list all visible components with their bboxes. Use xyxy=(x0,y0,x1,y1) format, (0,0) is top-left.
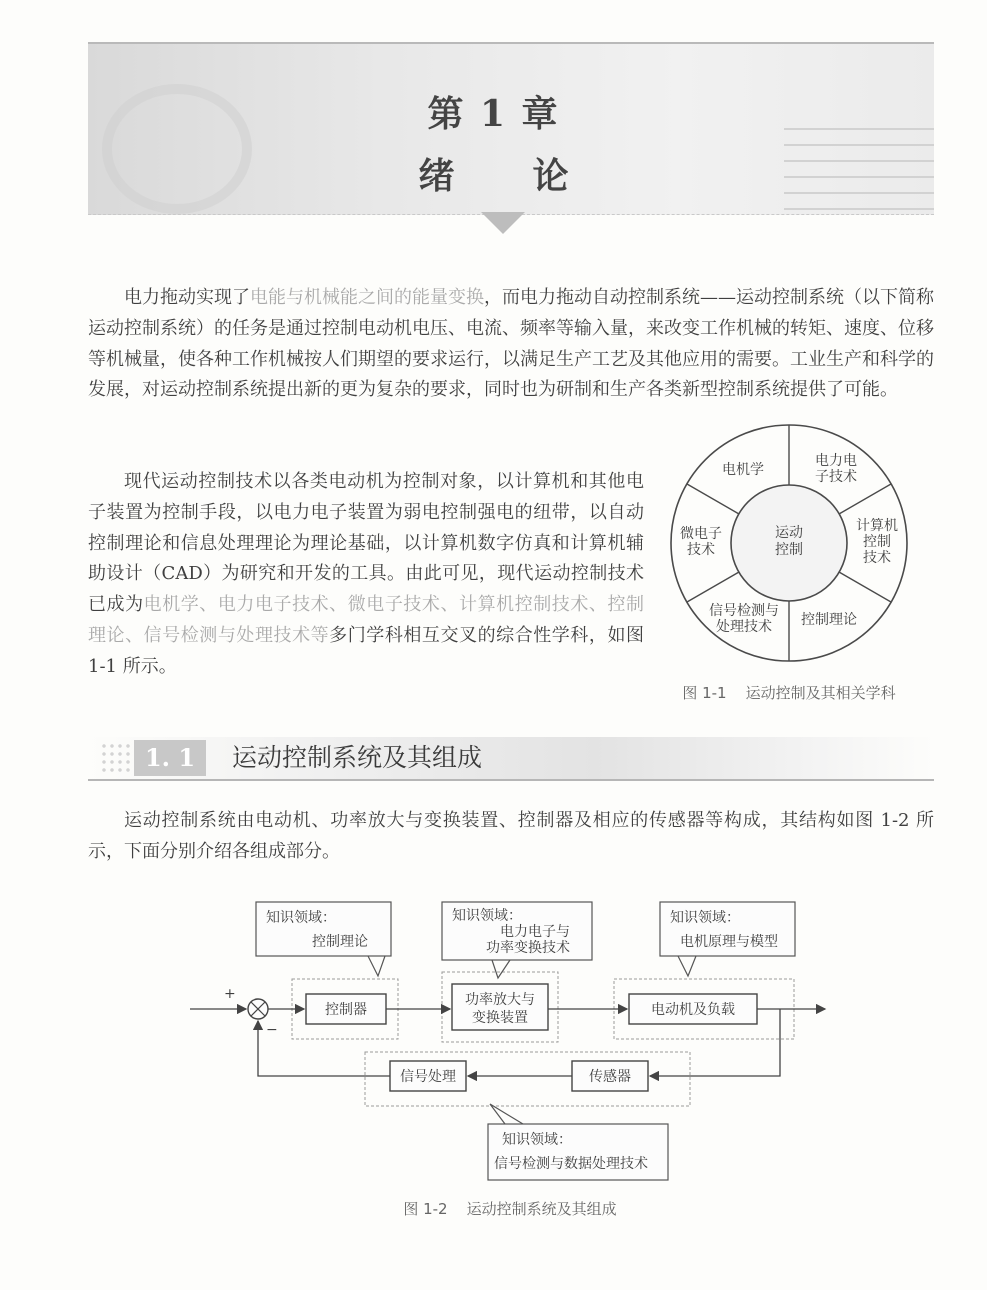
callout-power xyxy=(492,960,510,978)
figure-1-1-caption: 图 1-1 运动控制及其相关学科 xyxy=(682,684,896,702)
wheel-seg-5-line2: 处理技术 xyxy=(716,619,772,635)
paragraph-3: 运动控制系统由电动机、功率放大与变换装置、控制器及相应的传感器等构成，其结构如图 1-2 所示，下面分别介绍各组成部分。 xyxy=(88,810,934,862)
power-label-line1: 功率放大与 xyxy=(465,992,535,1008)
knowledge-signal-title: 知识领域： xyxy=(502,1132,572,1148)
knowledge-motor-title: 知识领域： xyxy=(670,910,740,926)
sensor-label: 传感器 xyxy=(589,1069,631,1085)
p1-seg-2: ，而电力拖动自动控制系统——运动控制系统（以下简称运动控制系统）的任务是通过控制电动机电压、电流、频率等输入量，来改变工作机械的转矩、速度、位移等机械量，使各种工作机械按人们期望的要求运行，以满足生产工艺及其他应用的需要。工业生产和科学的发展，对运动控制系统提出新的更为复杂的要求，同时也为研制和生产各类新型控制系统提供了可能。 xyxy=(88,287,934,401)
p2-seg-1: 电机学、电力电子技术、微电子技术、计算机控制技术、控制理论、信号检测与处理技术等 xyxy=(88,594,644,646)
wheel-seg-3-line1: 计算机 xyxy=(856,518,898,534)
section-title: 运动控制系统及其组成 xyxy=(232,743,483,772)
knowledge-power-title: 知识领域： xyxy=(452,908,522,924)
controller-label: 控制器 xyxy=(325,1002,367,1018)
motor-label: 电动机及负载 xyxy=(651,1002,735,1018)
wheel-seg-6-line2: 技术 xyxy=(687,542,715,558)
chapter-number: 第 1 章 xyxy=(427,93,560,135)
wheel-seg-4: 控制理论 xyxy=(801,612,857,628)
header-pointer xyxy=(481,212,525,234)
feedback-to-junction xyxy=(258,1021,390,1076)
section-number: 1. 1 xyxy=(134,740,206,776)
wheel-center-line2: 控制 xyxy=(775,542,803,558)
plus-sign: + xyxy=(224,986,236,1002)
wheel-divider xyxy=(839,572,891,602)
knowledge-signal-body: 信号检测与数据处理技术 xyxy=(494,1156,648,1172)
knowledge-power-body2: 功率变换技术 xyxy=(486,940,570,956)
wheel-seg-2-line1: 电力电 xyxy=(815,453,857,469)
knowledge-motor-body: 电机原理与模型 xyxy=(680,934,778,950)
p2-seg-0: 现代运动控制技术以各类电动机为控制对象，以计算机和其他电子装置为控制手段，以电力电子装置为弱电控制强电的纽带，以自动控制理论和信息处理理论为理论基础，以计算机数字仿真和计算机辅助设计（CAD）为研究和开发的工具。由此可见，现代运动控制技术已成为 xyxy=(88,471,644,616)
callout-control xyxy=(368,956,385,976)
wheel-seg-3-line2: 控制 xyxy=(863,534,891,550)
wheel-seg-3-line3: 技术 xyxy=(863,550,891,566)
signal-label: 信号处理 xyxy=(400,1069,456,1085)
chapter-title: 绪论 xyxy=(418,155,647,197)
wheel-seg-5-line1: 信号检测与 xyxy=(709,603,779,619)
section-heading-bar xyxy=(88,737,934,781)
power-label-line2: 变换装置 xyxy=(472,1010,528,1026)
wheel-divider xyxy=(839,484,891,514)
figure-1-1-wheel xyxy=(664,418,914,668)
wheel-seg-1: 电机学 xyxy=(722,462,764,478)
wheel-seg-6-line1: 微电子 xyxy=(680,526,722,542)
minus-sign: − xyxy=(266,1022,278,1038)
wheel-divider xyxy=(687,572,739,602)
section-dots-decoration xyxy=(100,742,130,774)
knowledge-control-body: 控制理论 xyxy=(312,934,368,950)
callout-signal xyxy=(490,1104,523,1124)
knowledge-control-title: 知识领域： xyxy=(266,910,336,926)
figure-1-2-diagram xyxy=(180,890,840,1190)
paragraph-1 xyxy=(88,283,934,406)
wheel-center-line1: 运动 xyxy=(775,525,803,541)
knowledge-power-body1: 电力电子与 xyxy=(500,924,570,940)
wheel-divider xyxy=(687,484,739,514)
paragraph-2 xyxy=(88,467,644,683)
figure-1-2-caption: 图 1-2 运动控制系统及其组成 xyxy=(403,1200,617,1218)
wheel-seg-2-line2: 子技术 xyxy=(815,469,857,485)
p1-seg-0: 电力拖动实现了 xyxy=(124,287,250,308)
callout-motor xyxy=(678,956,696,976)
p1-seg-1: 电能与机械能之间的能量变换 xyxy=(250,287,484,308)
p2-seg-2: 多门学科相互交叉的综合性学科，如图 1-1 所示。 xyxy=(88,624,644,677)
